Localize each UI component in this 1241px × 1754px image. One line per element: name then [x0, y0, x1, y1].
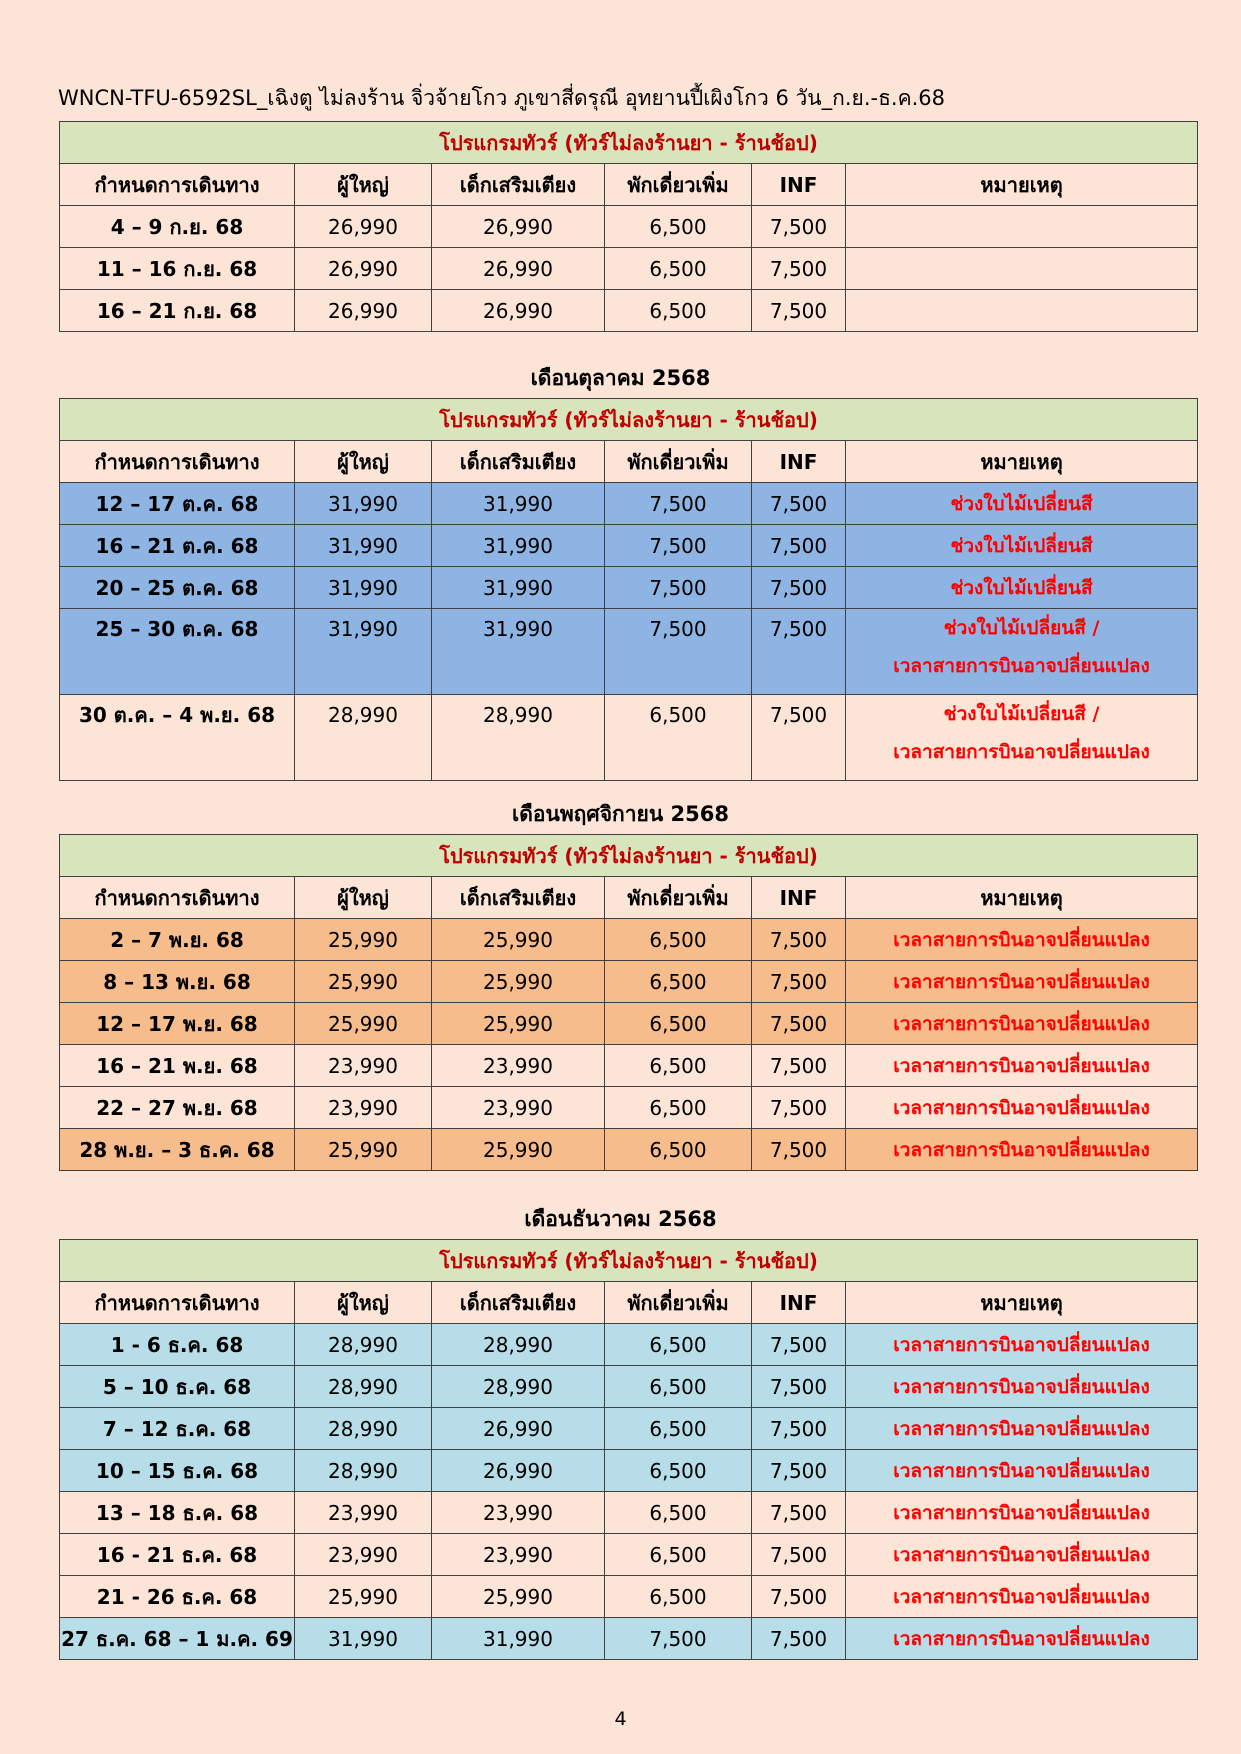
remarks-cell: [846, 206, 1198, 248]
child-bed-price-cell: 25,990: [432, 1003, 605, 1045]
remarks-line: เวลาสายการบินอาจปลี่ยนแปลง: [893, 1138, 1150, 1161]
table-row: [60, 1492, 1198, 1534]
child-bed-price-cell: 25,990: [432, 961, 605, 1003]
table-row: [60, 1003, 1198, 1045]
child-bed-price-cell: 26,990: [432, 248, 605, 290]
single-supplement-cell: 6,500: [605, 206, 752, 248]
table-row: [60, 1087, 1198, 1129]
infant-price-cell: 7,500: [752, 1492, 846, 1534]
travel-date-cell: 16 - 21 ธ.ค. 68: [60, 1534, 295, 1576]
table-row: [60, 961, 1198, 1003]
remarks-cell: [846, 567, 1198, 609]
remarks-cell: [846, 1534, 1198, 1576]
adult-price-cell: 31,990: [295, 567, 432, 609]
header-single-supplement: พักเดี่ยวเพิ่ม: [605, 164, 752, 206]
single-supplement-cell: 7,500: [605, 483, 752, 525]
remarks-cell: [846, 919, 1198, 961]
infant-price-cell: 7,500: [752, 1576, 846, 1618]
table-row: [60, 248, 1198, 290]
adult-price-cell: 26,990: [295, 206, 432, 248]
remarks-cell: [846, 248, 1198, 290]
single-supplement-cell: 6,500: [605, 1324, 752, 1366]
child-bed-price-cell: 31,990: [432, 609, 605, 695]
remarks-cell: [846, 1087, 1198, 1129]
remarks-line: ช่วงใบไม้เปลี่ยนสี: [950, 576, 1093, 599]
travel-date-cell: 1 - 6 ธ.ค. 68: [60, 1324, 295, 1366]
header-adult: ผู้ใหญ่: [295, 877, 432, 919]
table-body: [60, 206, 1198, 332]
table-row: [60, 1576, 1198, 1618]
infant-price-cell: 7,500: [752, 1324, 846, 1366]
travel-date-cell: 28 พ.ย. – 3 ธ.ค. 68: [60, 1129, 295, 1171]
table-row: [60, 1129, 1198, 1171]
header-remarks: หมายเหตุ: [846, 441, 1198, 483]
program-banner: โปรแกรมทัวร์ (ทัวร์ไม่ลงร้านยา - ร้านช้อป): [60, 835, 1198, 877]
header-child-extra-bed: เด็กเสริมเตียง: [432, 441, 605, 483]
remarks-cell: [846, 1492, 1198, 1534]
single-supplement-cell: 6,500: [605, 1576, 752, 1618]
remarks-line: ช่วงใบไม้เปลี่ยนสี: [950, 492, 1093, 515]
travel-date-cell: 16 – 21 พ.ย. 68: [60, 1045, 295, 1087]
adult-price-cell: 25,990: [295, 1003, 432, 1045]
child-bed-price-cell: 28,990: [432, 1324, 605, 1366]
travel-date-cell: 2 – 7 พ.ย. 68: [60, 919, 295, 961]
travel-date-cell: 8 – 13 พ.ย. 68: [60, 961, 295, 1003]
travel-date-cell: 4 – 9 ก.ย. 68: [60, 206, 295, 248]
remarks-cell: [846, 1366, 1198, 1408]
table-row: [60, 1408, 1198, 1450]
remarks-line: ช่วงใบไม้เปลี่ยนสี: [950, 534, 1093, 557]
travel-date-cell: 27 ธ.ค. 68 – 1 ม.ค. 69: [60, 1618, 295, 1660]
header-remarks: หมายเหตุ: [846, 877, 1198, 919]
child-bed-price-cell: 26,990: [432, 290, 605, 332]
remarks-cell: [846, 961, 1198, 1003]
travel-date-cell: 13 – 18 ธ.ค. 68: [60, 1492, 295, 1534]
header-adult: ผู้ใหญ่: [295, 1282, 432, 1324]
adult-price-cell: 28,990: [295, 1324, 432, 1366]
travel-date-cell: 5 – 10 ธ.ค. 68: [60, 1366, 295, 1408]
single-supplement-cell: 7,500: [605, 525, 752, 567]
single-supplement-cell: 6,500: [605, 1045, 752, 1087]
adult-price-cell: 31,990: [295, 483, 432, 525]
table-body: [60, 1324, 1198, 1660]
single-supplement-cell: 7,500: [605, 609, 752, 695]
infant-price-cell: 7,500: [752, 1129, 846, 1171]
child-bed-price-cell: 26,990: [432, 1450, 605, 1492]
infant-price-cell: 7,500: [752, 1408, 846, 1450]
remarks-cell: [846, 1618, 1198, 1660]
adult-price-cell: 25,990: [295, 961, 432, 1003]
table-row: [60, 1045, 1198, 1087]
header-travel-date: กำหนดการเดินทาง: [60, 164, 295, 206]
header-infant: INF: [752, 877, 846, 919]
travel-date-cell: 25 – 30 ต.ค. 68: [60, 609, 295, 695]
single-supplement-cell: 6,500: [605, 919, 752, 961]
adult-price-cell: 26,990: [295, 290, 432, 332]
infant-price-cell: 7,500: [752, 206, 846, 248]
travel-date-cell: 7 – 12 ธ.ค. 68: [60, 1408, 295, 1450]
table-row: [60, 919, 1198, 961]
table-body: [60, 919, 1198, 1171]
header-adult: ผู้ใหญ่: [295, 164, 432, 206]
remarks-cell: [846, 1576, 1198, 1618]
adult-price-cell: 23,990: [295, 1534, 432, 1576]
remarks-line: เวลาสายการบินอาจปลี่ยนแปลง: [893, 1627, 1150, 1650]
header-child-extra-bed: เด็กเสริมเตียง: [432, 164, 605, 206]
adult-price-cell: 31,990: [295, 1618, 432, 1660]
header-infant: INF: [752, 441, 846, 483]
program-banner: โปรแกรมทัวร์ (ทัวร์ไม่ลงร้านยา - ร้านช้อป): [60, 1240, 1198, 1282]
adult-price-cell: 23,990: [295, 1492, 432, 1534]
child-bed-price-cell: 31,990: [432, 525, 605, 567]
remarks-cell: [846, 1450, 1198, 1492]
remarks-cell: [846, 290, 1198, 332]
header-infant: INF: [752, 164, 846, 206]
section-title-october: เดือนตุลาคม 2568: [530, 366, 711, 390]
table-row: [60, 483, 1198, 525]
header-child-extra-bed: เด็กเสริมเตียง: [432, 1282, 605, 1324]
infant-price-cell: 7,500: [752, 483, 846, 525]
infant-price-cell: 7,500: [752, 1366, 846, 1408]
child-bed-price-cell: 31,990: [432, 483, 605, 525]
travel-date-cell: 16 – 21 ก.ย. 68: [60, 290, 295, 332]
child-bed-price-cell: 31,990: [432, 567, 605, 609]
table-row: [60, 1366, 1198, 1408]
travel-date-cell: 30 ต.ค. – 4 พ.ย. 68: [60, 695, 295, 781]
header-row: [60, 164, 1198, 206]
child-bed-price-cell: 23,990: [432, 1492, 605, 1534]
child-bed-price-cell: 23,990: [432, 1045, 605, 1087]
price-table-september: [59, 121, 1198, 332]
header-row: [60, 1282, 1198, 1324]
table-row: [60, 1534, 1198, 1576]
infant-price-cell: 7,500: [752, 919, 846, 961]
single-supplement-cell: 6,500: [605, 1492, 752, 1534]
remarks-cell: [846, 695, 1198, 781]
single-supplement-cell: 6,500: [605, 1534, 752, 1576]
child-bed-price-cell: 28,990: [432, 695, 605, 781]
table-row: [60, 609, 1198, 695]
remarks-cell: [846, 609, 1198, 695]
remarks-line: ช่วงใบไม้เปลี่ยนสี /: [943, 617, 1100, 639]
single-supplement-cell: 6,500: [605, 695, 752, 781]
remarks-cell: [846, 1324, 1198, 1366]
remarks-line: เวลาสายการบินอาจปลี่ยนแปลง: [893, 1459, 1150, 1482]
travel-date-cell: 22 – 27 พ.ย. 68: [60, 1087, 295, 1129]
travel-date-cell: 16 – 21 ต.ค. 68: [60, 525, 295, 567]
infant-price-cell: 7,500: [752, 1087, 846, 1129]
header-single-supplement: พักเดี่ยวเพิ่ม: [605, 877, 752, 919]
table-row: [60, 1450, 1198, 1492]
remarks-line: เวลาสายการบินอาจปลี่ยนแปลง: [893, 1096, 1150, 1119]
table-row: [60, 567, 1198, 609]
adult-price-cell: 23,990: [295, 1087, 432, 1129]
child-bed-price-cell: 25,990: [432, 919, 605, 961]
adult-price-cell: 25,990: [295, 1576, 432, 1618]
section-title-november: เดือนพฤศจิกายน 2568: [512, 802, 729, 826]
remarks-line: เวลาสายการบินอาจปลี่ยนแปลง: [893, 1543, 1150, 1566]
remarks-line: เวลาสายการบินอาจปลี่ยนแปลง: [893, 1417, 1150, 1440]
child-bed-price-cell: 23,990: [432, 1087, 605, 1129]
infant-price-cell: 7,500: [752, 525, 846, 567]
single-supplement-cell: 6,500: [605, 1366, 752, 1408]
adult-price-cell: 31,990: [295, 525, 432, 567]
header-child-extra-bed: เด็กเสริมเตียง: [432, 877, 605, 919]
remarks-cell: [846, 1408, 1198, 1450]
table-row: [60, 1324, 1198, 1366]
table-row: [60, 525, 1198, 567]
header-travel-date: กำหนดการเดินทาง: [60, 877, 295, 919]
header-single-supplement: พักเดี่ยวเพิ่ม: [605, 441, 752, 483]
table-row: [60, 206, 1198, 248]
price-table-december: [59, 1239, 1198, 1660]
header-row: [60, 441, 1198, 483]
remarks-line: เวลาสายการบินอาจปลี่ยนแปลง: [893, 1054, 1150, 1077]
remarks-line: ช่วงใบไม้เปลี่ยนสี /: [943, 703, 1100, 725]
header-row: [60, 877, 1198, 919]
single-supplement-cell: 6,500: [605, 1129, 752, 1171]
adult-price-cell: 23,990: [295, 1045, 432, 1087]
remarks-cell: [846, 1003, 1198, 1045]
remarks-line: เวลาสายการบินอาจปลี่ยนแปลง: [893, 1585, 1150, 1608]
single-supplement-cell: 6,500: [605, 290, 752, 332]
remarks-cell: [846, 483, 1198, 525]
single-supplement-cell: 6,500: [605, 1408, 752, 1450]
travel-date-cell: 20 – 25 ต.ค. 68: [60, 567, 295, 609]
remarks-line: เวลาสายการบินอาจปลี่ยนแปลง: [893, 1501, 1150, 1524]
travel-date-cell: 21 - 26 ธ.ค. 68: [60, 1576, 295, 1618]
adult-price-cell: 26,990: [295, 248, 432, 290]
table-row: [60, 1618, 1198, 1660]
remarks-line-2: เวลาสายการบินอาจปลี่ยนแปลง: [893, 741, 1150, 763]
child-bed-price-cell: 26,990: [432, 1408, 605, 1450]
single-supplement-cell: 6,500: [605, 1087, 752, 1129]
program-banner: โปรแกรมทัวร์ (ทัวร์ไม่ลงร้านยา - ร้านช้อป): [60, 122, 1198, 164]
header-travel-date: กำหนดการเดินทาง: [60, 1282, 295, 1324]
travel-date-cell: 12 – 17 ต.ค. 68: [60, 483, 295, 525]
single-supplement-cell: 7,500: [605, 567, 752, 609]
single-supplement-cell: 6,500: [605, 1003, 752, 1045]
single-supplement-cell: 7,500: [605, 1618, 752, 1660]
infant-price-cell: 7,500: [752, 1618, 846, 1660]
infant-price-cell: 7,500: [752, 609, 846, 695]
infant-price-cell: 7,500: [752, 695, 846, 781]
adult-price-cell: 28,990: [295, 1408, 432, 1450]
remarks-line: เวลาสายการบินอาจปลี่ยนแปลง: [893, 970, 1150, 993]
price-table-october: [59, 398, 1198, 781]
table-body: [60, 483, 1198, 781]
remarks-line: เวลาสายการบินอาจปลี่ยนแปลง: [893, 1012, 1150, 1035]
header-adult: ผู้ใหญ่: [295, 441, 432, 483]
remarks-line: เวลาสายการบินอาจปลี่ยนแปลง: [893, 1375, 1150, 1398]
remarks-cell: [846, 1129, 1198, 1171]
adult-price-cell: 31,990: [295, 609, 432, 695]
infant-price-cell: 7,500: [752, 248, 846, 290]
remarks-cell: [846, 1045, 1198, 1087]
section-title-december: เดือนธันวาคม 2568: [524, 1207, 717, 1231]
single-supplement-cell: 6,500: [605, 248, 752, 290]
travel-date-cell: 12 – 17 พ.ย. 68: [60, 1003, 295, 1045]
adult-price-cell: 28,990: [295, 695, 432, 781]
header-travel-date: กำหนดการเดินทาง: [60, 441, 295, 483]
header-infant: INF: [752, 1282, 846, 1324]
single-supplement-cell: 6,500: [605, 1450, 752, 1492]
child-bed-price-cell: 31,990: [432, 1618, 605, 1660]
header-single-supplement: พักเดี่ยวเพิ่ม: [605, 1282, 752, 1324]
page-number: 4: [614, 1708, 627, 1730]
table-row: [60, 290, 1198, 332]
infant-price-cell: 7,500: [752, 1003, 846, 1045]
header-remarks: หมายเหตุ: [846, 1282, 1198, 1324]
remarks-line: เวลาสายการบินอาจปลี่ยนแปลง: [893, 928, 1150, 951]
header-remarks: หมายเหตุ: [846, 164, 1198, 206]
child-bed-price-cell: 25,990: [432, 1576, 605, 1618]
child-bed-price-cell: 25,990: [432, 1129, 605, 1171]
infant-price-cell: 7,500: [752, 567, 846, 609]
infant-price-cell: 7,500: [752, 1450, 846, 1492]
price-table-november: [59, 834, 1198, 1171]
table-row: [60, 695, 1198, 781]
document-title: WNCN-TFU-6592SL_เฉิงตู ไม่ลงร้าน จิ่วจ้ายโกว ภูเขาสี่ดรุณี อุทยานปี้เผิงโกว 6 วัน_ก.ย.-ธ.ค.68: [58, 86, 946, 110]
single-supplement-cell: 6,500: [605, 961, 752, 1003]
travel-date-cell: 11 – 16 ก.ย. 68: [60, 248, 295, 290]
adult-price-cell: 28,990: [295, 1450, 432, 1492]
child-bed-price-cell: 28,990: [432, 1366, 605, 1408]
adult-price-cell: 28,990: [295, 1366, 432, 1408]
child-bed-price-cell: 26,990: [432, 206, 605, 248]
adult-price-cell: 25,990: [295, 919, 432, 961]
remarks-cell: [846, 525, 1198, 567]
travel-date-cell: 10 – 15 ธ.ค. 68: [60, 1450, 295, 1492]
infant-price-cell: 7,500: [752, 1534, 846, 1576]
remarks-line-2: เวลาสายการบินอาจปลี่ยนแปลง: [893, 655, 1150, 677]
program-banner: โปรแกรมทัวร์ (ทัวร์ไม่ลงร้านยา - ร้านช้อป): [60, 399, 1198, 441]
child-bed-price-cell: 23,990: [432, 1534, 605, 1576]
adult-price-cell: 25,990: [295, 1129, 432, 1171]
infant-price-cell: 7,500: [752, 290, 846, 332]
infant-price-cell: 7,500: [752, 1045, 846, 1087]
remarks-line: เวลาสายการบินอาจปลี่ยนแปลง: [893, 1333, 1150, 1356]
infant-price-cell: 7,500: [752, 961, 846, 1003]
